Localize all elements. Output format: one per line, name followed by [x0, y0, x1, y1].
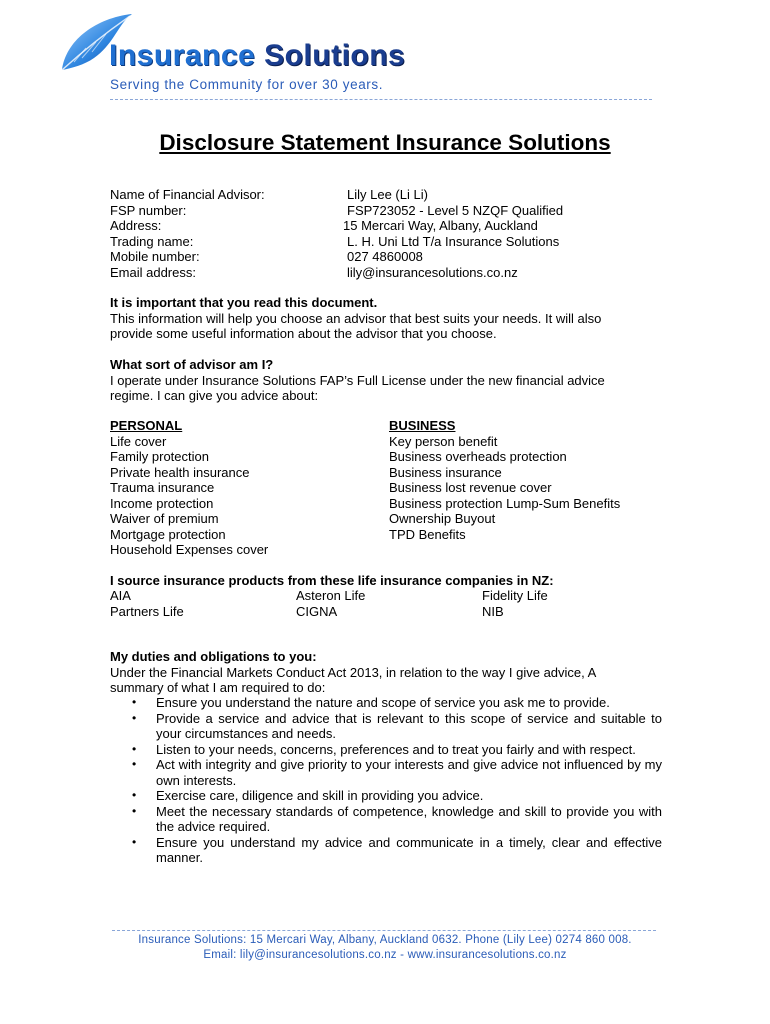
footer-divider	[112, 930, 656, 931]
list-item	[110, 757, 662, 788]
duty-text: Exercise care, diligence and skill in providing you advice.	[156, 788, 484, 803]
duty-text: Ensure you understand my advice and communicate in a timely, clear and effective manner.	[156, 834, 662, 865]
personal-item: Family protection	[110, 449, 209, 464]
business-item: Business lost revenue cover	[389, 480, 552, 495]
personal-item: Mortgage protection	[110, 526, 226, 542]
list-item	[110, 711, 662, 742]
duty-text: Provide a service and advice that is relevant to this scope of service and suitable to your circumstances and needs.	[156, 710, 662, 741]
company-name: Fidelity Life	[482, 588, 548, 603]
detail-label: Mobile number:	[110, 249, 200, 264]
personal-item: Life cover	[110, 433, 167, 449]
advisor-line: I operate under Insurance Solutions FAP’s Full License under the new financial advice	[110, 373, 605, 388]
list-item	[110, 835, 662, 866]
page-title: Disclosure Statement Insurance Solutions	[159, 130, 611, 155]
brand-logo-text	[109, 36, 405, 76]
companies-col1	[110, 588, 184, 619]
company-name: NIB	[482, 603, 504, 619]
duty-text: Act with integrity and give priority to your interests and give advice not influenced by my own interests.	[156, 757, 662, 788]
list-item	[110, 804, 662, 835]
business-item: Business insurance	[389, 464, 502, 480]
business-item: TPD Benefits	[389, 526, 466, 542]
details-labels	[110, 187, 265, 280]
company-name: Partners Life	[110, 603, 184, 619]
detail-value: FSP723052 - Level 5 NZQF Qualified	[347, 202, 564, 218]
detail-value: L. H. Uni Ltd T/a Insurance Solutions	[347, 233, 560, 249]
bullet: •	[132, 695, 137, 709]
companies-col3	[482, 588, 548, 619]
footer-contact: Email: lily@insurancesolutions.co.nz - www.insurancesolutions.co.nz	[203, 949, 567, 961]
companies-heading: I source insurance products from these life insurance companies in NZ:	[110, 573, 554, 588]
detail-label: Email address:	[110, 264, 196, 280]
company-name: Asteron Life	[296, 588, 366, 603]
business-list	[389, 418, 620, 542]
detail-label: Name of Financial Advisor:	[110, 187, 265, 202]
detail-label: Address:	[110, 218, 162, 233]
list-item	[110, 695, 662, 711]
personal-item: Trauma insurance	[110, 480, 215, 495]
bullet: •	[132, 757, 137, 771]
advisor-line: regime. I can give you advice about:	[110, 388, 319, 403]
personal-heading: PERSONAL	[110, 418, 183, 433]
duties-list	[110, 695, 662, 866]
detail-value: lily@insurancesolutions.co.nz	[347, 264, 518, 280]
brand-part2: Solutions	[264, 39, 406, 72]
business-item: Ownership Buyout	[389, 511, 496, 526]
advisor-heading: What sort of advisor am I?	[110, 357, 274, 372]
tagline: Serving the Community for over 30 years.	[110, 77, 384, 92]
footer-address: Insurance Solutions: 15 Mercari Way, Albany, Auckland 0632. Phone (Lily Lee) 0274 860 008.	[138, 934, 632, 946]
duty-text: Listen to your needs, concerns, preferences and to treat you fairly and with respect.	[156, 741, 636, 757]
business-heading: BUSINESS	[389, 418, 456, 433]
detail-label: Trading name:	[110, 233, 194, 249]
header-divider	[110, 99, 652, 100]
detail-value: 027 4860008	[347, 249, 423, 264]
duties-intro: summary of what I am required to do:	[110, 680, 326, 695]
bullet: •	[132, 803, 137, 818]
duty-text: Meet the necessary standards of competence, knowledge and skill to provide you with the advice required.	[156, 803, 662, 834]
duties-heading: My duties and obligations to you:	[110, 649, 317, 664]
detail-value: Lily Lee (Li Li)	[347, 187, 428, 202]
duty-text: Ensure you understand the nature and scope of service you ask me to provide.	[156, 695, 610, 710]
important-line: provide some useful information about the advisor that you choose.	[110, 326, 497, 341]
bullet: •	[132, 834, 137, 849]
brand-part1: Insurance	[109, 39, 256, 72]
bullet: •	[132, 710, 137, 725]
bullet: •	[132, 788, 137, 802]
list-item	[110, 788, 662, 804]
list-item	[110, 742, 662, 758]
personal-item: Household Expenses cover	[110, 542, 269, 557]
bullet: •	[132, 741, 137, 756]
business-item: Business protection Lump-Sum Benefits	[389, 495, 621, 511]
duties-intro: Under the Financial Markets Conduct Act 2013, in relation to the way I give advice, A	[110, 665, 597, 680]
important-heading: It is important that you read this document.	[110, 295, 378, 310]
company-name: AIA	[110, 588, 131, 603]
business-item: Key person benefit	[389, 433, 498, 449]
personal-list	[110, 418, 268, 558]
personal-item: Waiver of premium	[110, 511, 219, 526]
details-values	[343, 187, 564, 280]
detail-label: FSP number:	[110, 202, 187, 218]
detail-value: 15 Mercari Way, Albany, Auckland	[343, 218, 538, 233]
personal-item: Income protection	[110, 495, 214, 511]
company-name: CIGNA	[296, 603, 338, 619]
companies-col2	[296, 588, 365, 619]
business-item: Business overheads protection	[389, 449, 567, 464]
important-line: This information will help you choose an advisor that best suits your needs. It will also	[110, 311, 602, 326]
personal-item: Private health insurance	[110, 464, 250, 480]
